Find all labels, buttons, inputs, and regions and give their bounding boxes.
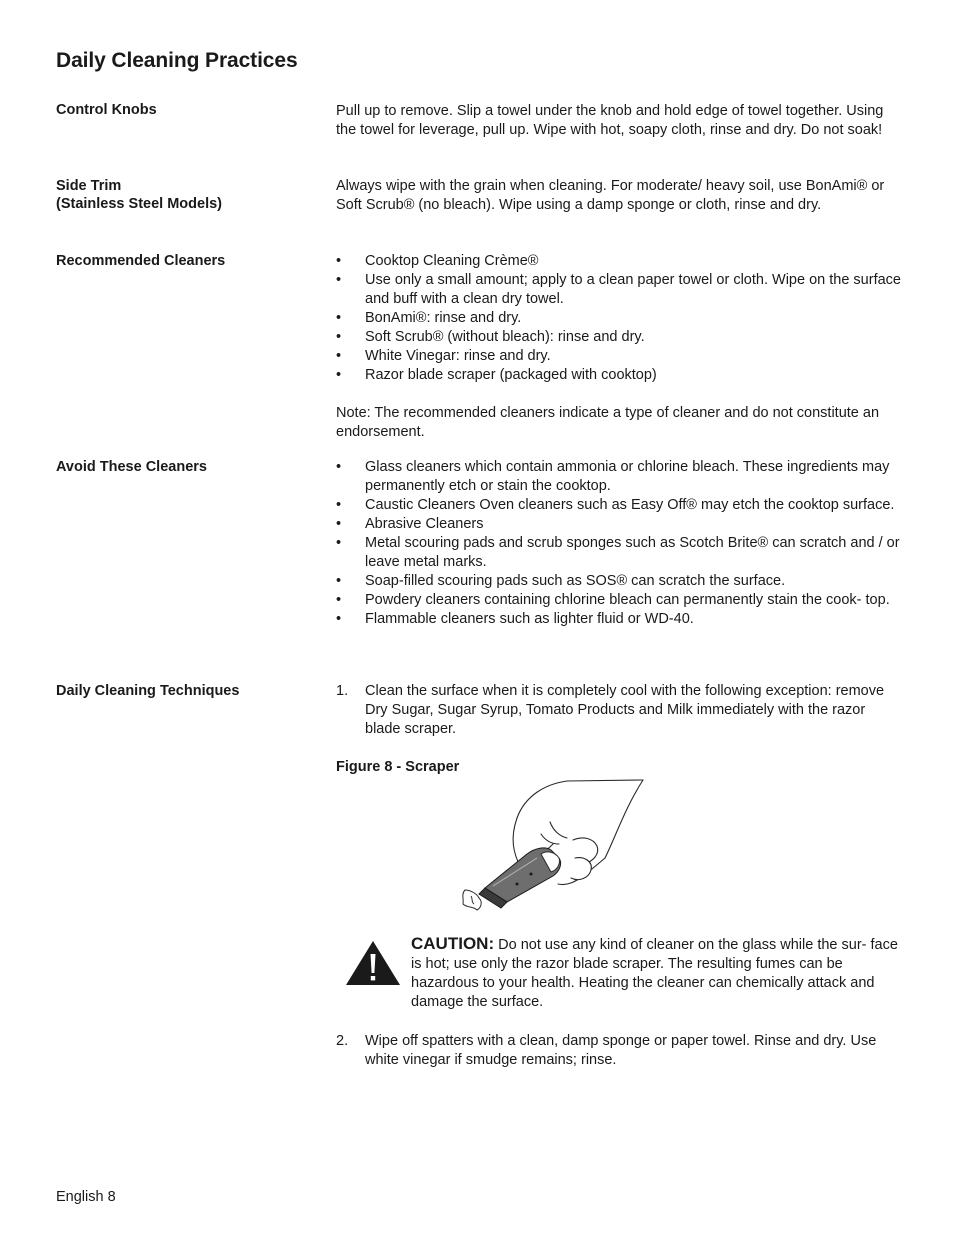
- caution-text: [411, 934, 903, 1012]
- control-knobs-text: Pull up to remove. Slip a towel under the knob and hold edge of towel together. Using the towel for leverage, pull up. Wipe with hot, soapy cloth, rinse and dry. Do not soak!: [336, 103, 884, 138]
- list-item: [336, 252, 904, 271]
- list-item: [336, 328, 904, 347]
- list-item-text: Flammable cleaners such as lighter fluid or WD-40.: [365, 611, 694, 627]
- list-item: [336, 591, 904, 610]
- bullet-mark: •: [336, 516, 342, 532]
- bullet-mark: •: [336, 367, 342, 383]
- bullet-mark: •: [336, 573, 342, 589]
- step-text: Clean the surface when it is completely cool with the following exception: remove Dry Sugar, Sugar Syrup, Tomato Products and Milk immediately with the razor blade scraper.: [365, 683, 885, 737]
- bullet-mark: •: [336, 535, 342, 551]
- step-number: 2.: [336, 1033, 349, 1049]
- section-body-avoid-cleaners: [336, 458, 904, 629]
- list-item: [336, 271, 904, 309]
- list-item-text: Metal scouring pads and scrub sponges such as Scotch Brite® can scratch and / or leave metal marks.: [365, 535, 900, 570]
- bullet-mark: •: [336, 272, 342, 288]
- step-item: [336, 682, 904, 739]
- list-item-text: Caustic Cleaners Oven cleaners such as Easy Off® may etch the cooktop surface.: [365, 497, 895, 513]
- step-number: 1.: [336, 683, 349, 699]
- bullet-mark: •: [336, 253, 342, 269]
- list-item: [336, 347, 904, 366]
- section-body-recommended-cleaners: [336, 252, 904, 442]
- list-item: [336, 309, 904, 328]
- section-label-control-knobs: Control Knobs: [56, 102, 157, 118]
- list-item: [336, 458, 904, 496]
- section-label-cleaning-techniques: Daily Cleaning Techniques: [56, 683, 240, 699]
- bullet-mark: •: [336, 611, 342, 627]
- steps-list-2: [336, 1032, 904, 1070]
- recommended-cleaners-list: [336, 252, 904, 385]
- list-item: [336, 610, 904, 629]
- figure-caption: Figure 8 - Scraper: [336, 759, 460, 775]
- caution-heading: CAUTION:: [411, 934, 495, 953]
- list-item-text: Cooktop Cleaning Crème®: [365, 253, 539, 269]
- caution-body: Do not use any kind of cleaner on the glass while the sur- face is hot; use only the razor blade scraper. The resulting fumes can be hazardous to your health. Heating the cleaner can chemically attack and damage the surface.: [411, 937, 898, 1010]
- side-trim-label-line2: (Stainless Steel Models): [56, 195, 222, 212]
- warning-triangle-icon: [345, 939, 401, 987]
- list-item-text: Soft Scrub® (without bleach): rinse and dry.: [365, 329, 645, 345]
- page-title: Daily Cleaning Practices: [56, 49, 298, 72]
- bullet-mark: •: [336, 329, 342, 345]
- scraper-figure: [455, 778, 650, 918]
- section-body-control-knobs: [336, 102, 904, 140]
- list-item: [336, 534, 904, 572]
- bullet-mark: •: [336, 592, 342, 608]
- section-label-recommended-cleaners: Recommended Cleaners: [56, 253, 226, 269]
- side-trim-text: Always wipe with the grain when cleaning. For moderate/ heavy soil, use BonAmi® or Soft Scrub® (no bleach). Wipe using a damp sponge or cloth, rinse and dry.: [336, 178, 885, 213]
- list-item-text: White Vinegar: rinse and dry.: [365, 348, 551, 364]
- section-label-side-trim: [56, 178, 316, 213]
- list-item: [336, 496, 904, 515]
- bullet-mark: •: [336, 497, 342, 513]
- avoid-cleaners-list: [336, 458, 904, 629]
- list-item: [336, 572, 904, 591]
- section-body-step1: [336, 682, 904, 739]
- list-item: [336, 515, 904, 534]
- side-trim-label-line1: Side Trim: [56, 178, 122, 194]
- section-body-side-trim: [336, 177, 904, 215]
- section-label-avoid-cleaners: Avoid These Cleaners: [56, 459, 207, 475]
- list-item-text: BonAmi®: rinse and dry.: [365, 310, 522, 326]
- list-item-text: Use only a small amount; apply to a clean paper towel or cloth. Wipe on the surface and buff with a clean dry towel.: [365, 272, 901, 307]
- recommended-cleaners-note: Note: The recommended cleaners indicate a type of cleaner and do not constitute an endorsement.: [336, 405, 880, 440]
- step-text: Wipe off spatters with a clean, damp sponge or paper towel. Rinse and dry. Use white vinegar if smudge remains; rinse.: [365, 1033, 877, 1068]
- page-footer: English 8: [56, 1189, 116, 1205]
- section-body-step2: [336, 1032, 904, 1070]
- list-item-text: Powdery cleaners containing chlorine bleach can permanently stain the cook- top.: [365, 592, 890, 608]
- step-item: [336, 1032, 904, 1070]
- bullet-mark: •: [336, 459, 342, 475]
- bullet-mark: •: [336, 310, 342, 326]
- list-item-text: Abrasive Cleaners: [365, 516, 484, 532]
- residue-scraps: [463, 890, 481, 910]
- list-item: [336, 366, 904, 385]
- list-item-text: Soap-filled scouring pads such as SOS® can scratch the surface.: [365, 573, 786, 589]
- list-item-text: Razor blade scraper (packaged with cooktop): [365, 367, 657, 383]
- steps-list-1: [336, 682, 904, 739]
- list-item-text: Glass cleaners which contain ammonia or chlorine bleach. These ingredients may permanently etch or stain the cooktop.: [365, 459, 890, 494]
- bullet-mark: •: [336, 348, 342, 364]
